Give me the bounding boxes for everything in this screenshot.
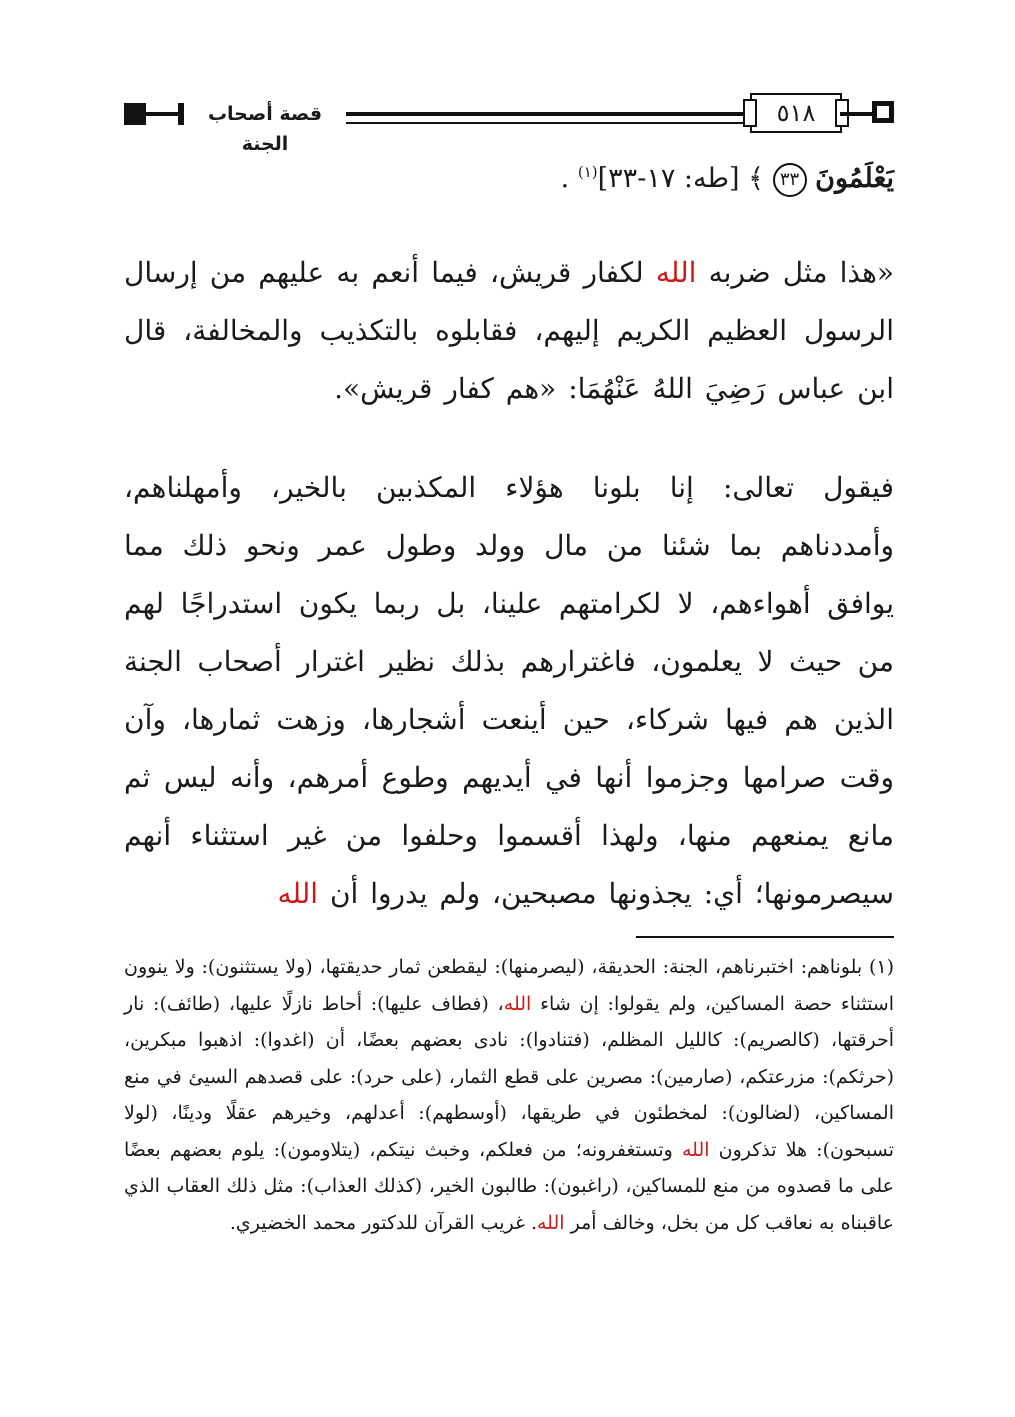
header-rule-left: [146, 112, 178, 116]
header-rule-middle-thin: [346, 122, 750, 124]
verse-reference: [طه: ١٧-٣٣]: [597, 163, 740, 194]
page-number-frame: [750, 93, 842, 133]
header-ornament-square-filled: [124, 103, 146, 125]
paragraph-1: [124, 244, 894, 418]
page-number: ٥١٨: [776, 99, 816, 127]
footnote-text-d: . غريب القرآن للدكتور محمد الخضيري.: [229, 1211, 537, 1234]
footnote-marker: (١): [577, 163, 598, 181]
page-header: [124, 93, 894, 155]
verse-word: يَعْلَمُونَ: [815, 163, 894, 194]
paragraph-1-text-b: لكفار قريش، فيما أنعم به عليهم من إرسال الرسول العظيم الكريم إليهم، فقابلوه بالتكذيب والمخالفة، قال ابن عباس رَضِيَ اللهُ عَنْهُمَا: «هم كفار قريش».: [124, 256, 894, 405]
paragraph-2-text: فيقول تعالى: إنا بلونا هؤلاء المكذبين بالخير، وأمهلناهم، وأمددناهم بما شئنا من مال وولد وطول عمر ونحو ذلك مما يوافق أهواءهم، لا لكرامتهم علينا، بل ربما يكون استدراجًا لهم من حيث لا يعلمون، فاغترارهم بذلك نظير اغترار أصحاب الجنة الذين هم فيها شركاء، حين أينعت أشجارها، وزهت ثمارها، وآن وقت صرامها وجزموا أنها في أيديهم وطوع أمرهم، وأنه ليس ثم مانع يمنعهم منها، ولهذا أقسموا وحلفوا من غير استثناء أنهم سيصرمونها؛ أي: يجذونها مصبحين، ولم يدروا أن: [124, 471, 894, 910]
header-rule-right: [840, 112, 872, 116]
footnote-text-a: (١) بلوناهم: اختبرناهم، الجنة: الحديقة، (ليصرمنها): ليقطعن ثمار حديقتها، (ولا يستثنون): ولا ينوون استثناء حصة المساكين، ولم يقولوا: إن شاء: [124, 956, 894, 1015]
header-ornament-square-outline: [872, 101, 894, 123]
divine-name: الله: [503, 992, 532, 1015]
footnote-separator: [636, 936, 894, 938]
header-rule-middle: [346, 112, 750, 116]
aya-number-mark: ٣٣: [773, 163, 807, 197]
header-ornament-bar: [178, 103, 184, 125]
divine-name: الله: [537, 1211, 565, 1234]
paragraph-2: [124, 459, 894, 923]
footnote-text-c: وتستغفرونه؛ من فعلكم، وخبث نيتكم، (يتلاومون): يلوم بعضهم بعضًا على ما قصدوه من منع للمساكين، (راغبون): طالبون الخير، (كذلك العذاب): مثل ذلك العقاب الذي عاقبناه به نعاقب كل من بخل، وخالف أمر: [124, 1138, 894, 1234]
divine-name: الله: [681, 1138, 710, 1161]
verse-period: .: [560, 163, 570, 194]
divine-name: الله: [655, 256, 697, 289]
running-title: قصة أصحاب الجنة: [207, 103, 323, 155]
footnote-text-b: ، (فطاف عليها): أحاط نازلًا عليها، (طائف): نار أحرقتها، (كالصريم): كالليل المظلم، (فتنادوا): نادى بعضهم بعضًا، أن (اغدوا): اذهبوا مبكرين، (حرثكم): مزرعتكم، (صارمين): مصرين على قطع الثمار، (على حرد): على قصدهم السيئ في منع المساكين، (لضالون): لمخطئون في طريقها، (أوسطهم): أعدلهم، وخيرهم عقلًا ودينًا، (لولا تسبحون): هلا تذكرون: [124, 992, 894, 1161]
divine-name: الله: [277, 877, 319, 910]
verse-ending: [124, 150, 894, 201]
quran-brace: ﴾: [748, 163, 764, 194]
paragraph-1-text-a: «هذا مثل ضربه: [696, 256, 894, 289]
footnote: [124, 949, 894, 1241]
